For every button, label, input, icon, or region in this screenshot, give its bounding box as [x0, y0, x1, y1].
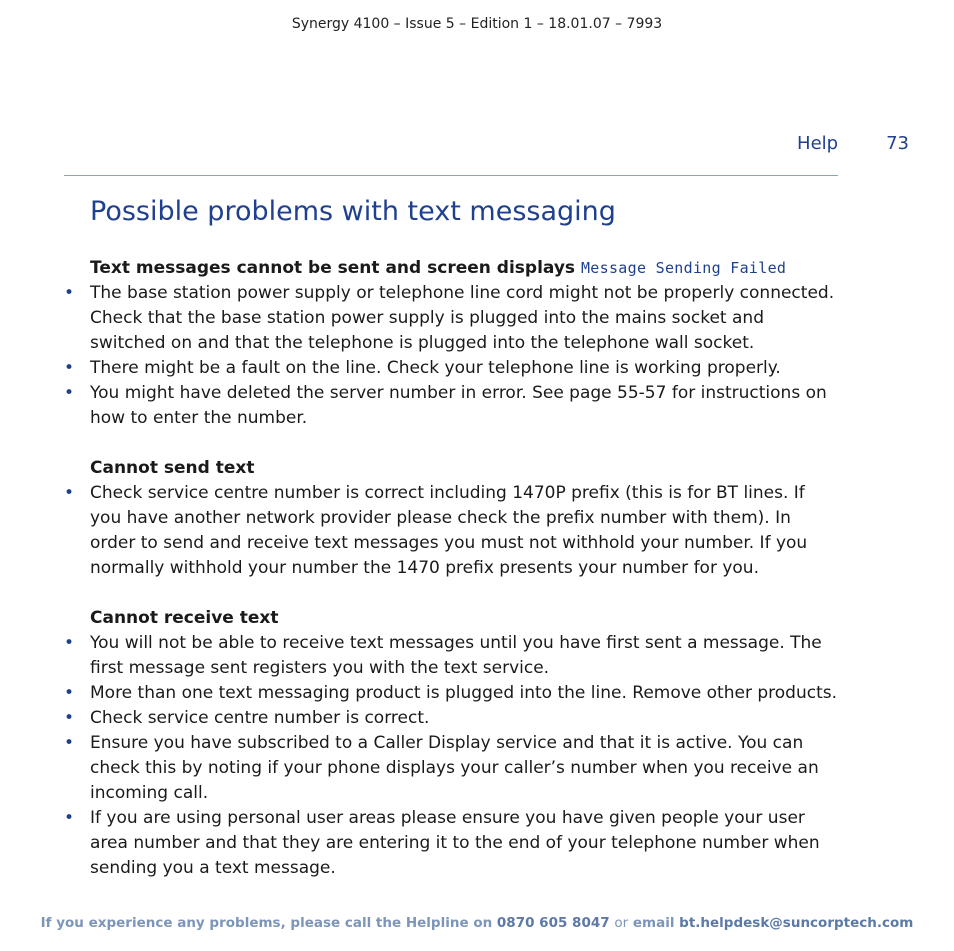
section-heading: Cannot receive text: [90, 608, 279, 628]
list-item: [60, 631, 840, 681]
section-heading-text: Text messages cannot be sent and screen displays: [90, 258, 576, 278]
section-send-failed: [60, 256, 840, 431]
helpline-phone: 0870 605 8047: [496, 915, 610, 931]
list-item: [60, 381, 840, 431]
footer-text: If you experience any problems, please call the Helpline on: [40, 915, 493, 931]
bullet-icon: •: [64, 733, 75, 753]
list-item-text: If you are using personal user areas please ensure you have given people your user area number and that they are entering it to the end of your telephone number when sending you a text message.: [90, 808, 820, 878]
list-item: [60, 731, 840, 806]
header-rule: [64, 175, 838, 176]
list-item: [60, 681, 840, 706]
list-item: [60, 706, 840, 731]
document-header: Synergy 4100 – Issue 5 – Edition 1 – 18.01.07 – 7993: [291, 16, 663, 32]
section-cannot-send: [60, 456, 840, 581]
helpline-footer: [0, 915, 954, 931]
bullet-icon: •: [64, 358, 75, 378]
running-head: [797, 133, 909, 154]
bullet-icon: •: [64, 708, 75, 728]
list-item-text: You will not be able to receive text messages until you have first sent a message. The first message sent registers you with the text service.: [90, 633, 822, 678]
list-item: [60, 356, 840, 381]
page-title: Possible problems with text messaging: [90, 196, 616, 227]
bullet-icon: •: [64, 383, 75, 403]
list-item-text: Ensure you have subscribed to a Caller Display service and that it is active. You can check this by noting if your phone displays your caller’s number when you receive an incoming call.: [90, 733, 819, 803]
content: [60, 256, 840, 881]
list-item-text: Check service centre number is correct.: [90, 708, 430, 728]
bullet-icon: •: [64, 633, 75, 653]
bullet-icon: •: [64, 283, 75, 303]
list-item-text: You might have deleted the server number in error. See page 55-57 for instructions on how to enter the number.: [90, 383, 827, 428]
footer-or: or: [614, 915, 629, 931]
screen-display-text: Message Sending Failed: [580, 259, 787, 277]
section-heading: [90, 256, 840, 281]
list-item: [60, 481, 840, 581]
footer-email-prefix: email: [632, 915, 675, 931]
list-item-text: There might be a fault on the line. Check your telephone line is working properly.: [90, 358, 781, 378]
bullet-list: [60, 281, 840, 431]
list-item-text: Check service centre number is correct including 1470P prefix (this is for BT lines. If you have another network provider please check the prefix number with them). In order to send and receive text messages you must not withhold your number. If you normally withhold your number the 1470 prefix presents your number for you.: [90, 483, 808, 578]
bullet-icon: •: [64, 808, 75, 828]
section-name: Help: [797, 133, 839, 154]
section-cannot-receive: [60, 606, 840, 881]
bullet-icon: •: [64, 483, 75, 503]
list-item: [60, 806, 840, 881]
list-item-text: More than one text messaging product is plugged into the line. Remove other products.: [90, 683, 837, 703]
helpdesk-email: bt.helpdesk@suncorptech.com: [679, 915, 914, 931]
bullet-icon: •: [64, 683, 75, 703]
bullet-list: [60, 481, 840, 581]
list-item: [60, 281, 840, 356]
list-item-text: The base station power supply or telephone line cord might not be properly connected. Check that the base station power supply is plugged into the mains socket and switched on and that the telephone is plugged into the telephone wall socket.: [90, 283, 835, 353]
bullet-list: [60, 631, 840, 881]
page-number: 73: [886, 133, 909, 154]
section-heading: Cannot send text: [90, 458, 255, 478]
